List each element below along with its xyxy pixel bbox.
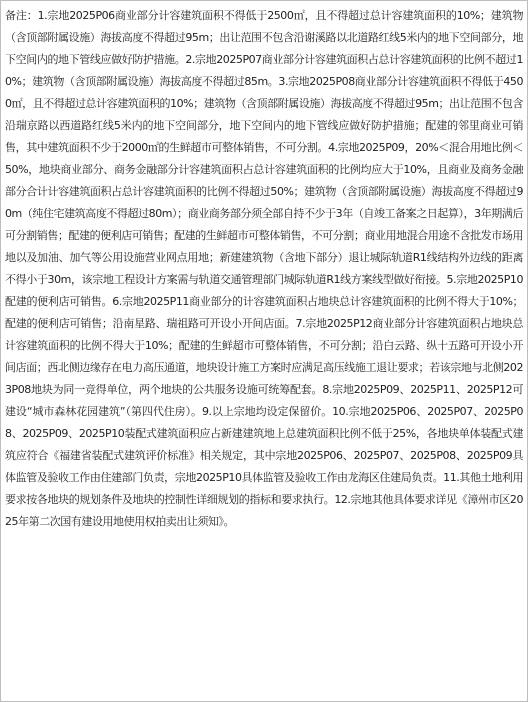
notes-paragraph: 备注：1.宗地2025P06商业部分计容建筑面积不得低于2500㎡，且不得超过总计容建筑面积的10%；建筑物（含顶部附属设施）海拔高度不得超过95m；出让范围不包含沿谢溪路以北道路红线5米内的地下空间部分，地下空间内的地下管线应做好防护措施。2.宗地2025P07商业部分计容建筑面积占总计容建筑面积的比例不超过10%；建筑物（含顶部附属设施）海拔高度不得超过85m。3.宗地2025P08商业部分计容建筑面积不得低于4500㎡，且不得超过总计容建筑面积的10%；建筑物（含顶部附属设施）海拔高度不得超过95m；出让范围不包含沿瑞京路以西道路红线5米内的地下空间部分，地下空间内的地下管线应做好防护措施；配建的邻里商业可销售，其中建筑面积不少于2000㎡的生鲜超市可整体销售，不可分割。4.宗地2025P09，20%＜混合用地比例＜50%，地块商业部分、商务金融部分计容建筑面积占总计容建筑面积的比例均应大于10%，且商业及商务金融部分合计计容建筑面积占总计容建筑面积的比例不得超过50%；建筑物（含顶部附属设施）海拔高度不得超过90m（纯住宅建筑高度不得超过80m）；商业商务部分须全部自持不少于3年（自竣工备案之日起算），3年期满后可分割销售；配建的便利店可销售；配建的生鲜超市可整体销售，不可分割；商业用地混合用途不含批发市场用地以及加油、加气等公用设施营业网点用地；新建建筑物（含地下部分）退让城际轨道R1线结构外边线的距离不得小于30m，该宗地工程设计方案需与轨道交通管理部门城际轨道R1线方案线型做好衔接。5.宗地2025P10配建的便利店可销售。6.宗地2025P11商业部分的计容建筑面积占地块总计容建筑面积的比例不得大于10%；配建的便利店可销售；沿南星路、瑞祖路可开设小开间店面。7.宗地2025P12商业部分计容建筑面积占地块总计容建筑面积的比例不得大于10%；配建的生鲜超市可整体销售，不可分割；沿白云路、纵十五路可开设小开间店面；西北侧边缘存在电力高压通道，地块设计施工方案时应满足高压线施工退让要求；若该宗地与北侧2023P08地块为同一竞得单位，两个地块的公共服务设施可统筹配套。8.宗地2025P09、2025P11、2025P12可建设“城市森林花园建筑”（第四代住房）。9.以上宗地均设定保留价。10.宗地2025P06、2025P07、2025P08、2025P09、2025P10装配式建筑面积应占新建建筑地上总建筑面积比例不低于25%，各地块单体装配式建筑应符合《福建省装配式建筑评价标准》相关规定，其中宗地2025P06、2025P07、2025P08、2025P09具体监管及验收工作由住建部门负责，宗地2025P10具体监管及验收工作由龙海区住建局负责。11.其他土地利用要求按各地块的规划条件及地块的控制性详细规划的指标和要求执行。12.宗地其他具体要求详见《漳州市区2025年第二次国有建设用地使用权拍卖出让须知》。 bbox=[5, 9, 523, 528]
